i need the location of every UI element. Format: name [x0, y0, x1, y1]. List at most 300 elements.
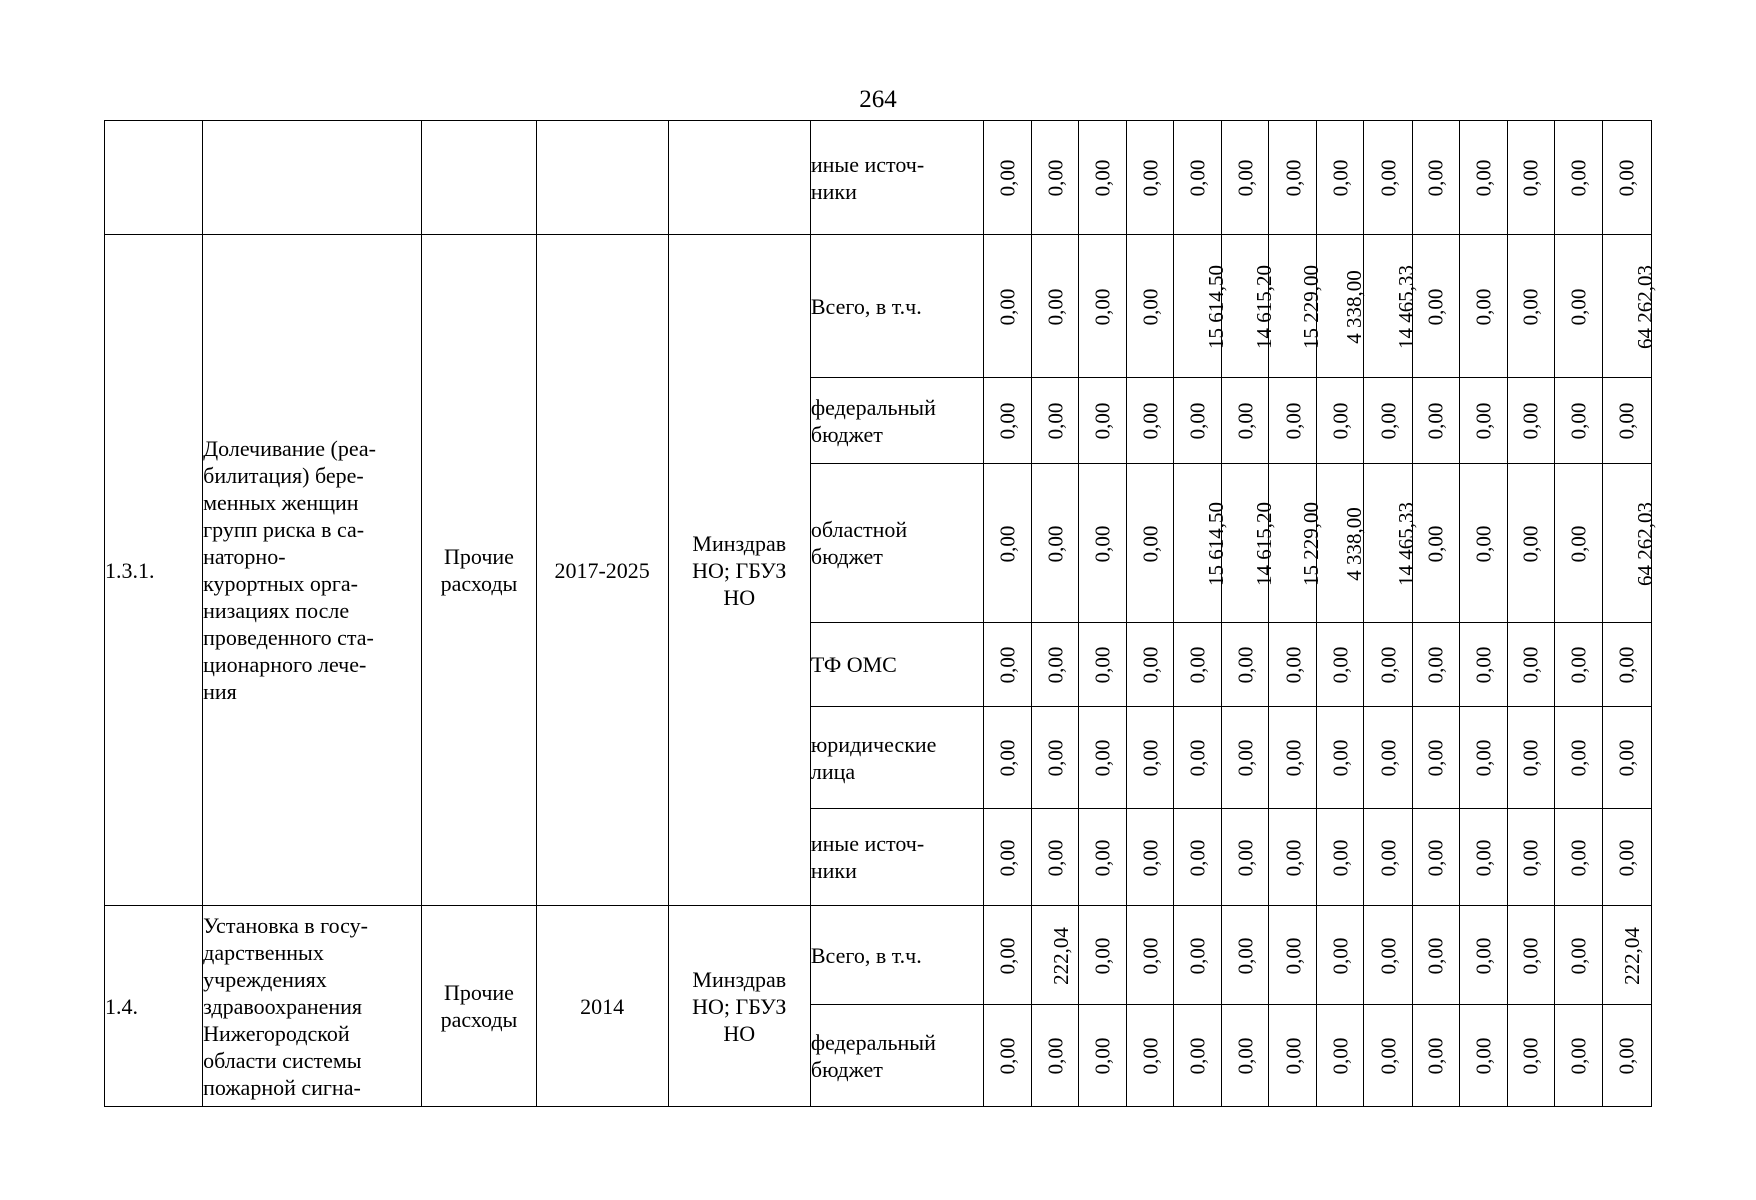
- value: 0,00: [1566, 525, 1591, 562]
- value: 0,00: [995, 525, 1020, 562]
- value-cell: [1127, 121, 1174, 235]
- value-cell: [1127, 623, 1174, 707]
- value-cell: [1127, 906, 1174, 1005]
- value: 15 614,50: [1204, 501, 1229, 586]
- value-cell: [1127, 378, 1174, 464]
- empty-cell: [422, 121, 536, 235]
- value: 64 262,03: [1632, 264, 1657, 349]
- expense-type-cell: [422, 235, 536, 906]
- funding-source-cell: [810, 809, 983, 906]
- value-cell: [1127, 464, 1174, 623]
- value-cell: [984, 1005, 1032, 1107]
- value-cell: [1507, 623, 1554, 707]
- value: 0,00: [1328, 839, 1353, 876]
- value-cell: [1174, 378, 1222, 464]
- value: 0,00: [1423, 288, 1448, 325]
- value: 0,00: [1423, 1037, 1448, 1075]
- value: 0,00: [1566, 159, 1591, 197]
- value-cell: [1364, 906, 1412, 1005]
- value: 0,00: [1185, 159, 1210, 197]
- value: 64 262,03: [1632, 501, 1657, 586]
- value: 0,00: [1185, 646, 1210, 684]
- value-cell: [1222, 809, 1269, 906]
- value-cell: [1507, 809, 1554, 906]
- value-cell: [1364, 623, 1412, 707]
- table-row: [105, 235, 1652, 378]
- item-number: 1.4.: [105, 993, 138, 1019]
- value-cell: [1602, 235, 1657, 378]
- executor: Минздрав НО; ГБУЗ НО: [692, 530, 787, 610]
- value-cell: [1554, 809, 1602, 906]
- value: 0,00: [1423, 937, 1448, 974]
- value-cell: [1364, 809, 1412, 906]
- value-cell: [1032, 809, 1079, 906]
- value-cell: [1032, 707, 1079, 809]
- value-cell: [1364, 235, 1419, 378]
- value-cell: [1412, 623, 1459, 707]
- value: 0,00: [1233, 739, 1258, 777]
- value: 15 614,50: [1204, 264, 1229, 349]
- value-cell: [1222, 1005, 1269, 1107]
- empty-cell: [536, 121, 668, 235]
- value-cell: [1602, 623, 1651, 707]
- value: 0,00: [1471, 402, 1496, 440]
- value-cell: [1269, 906, 1317, 1005]
- value-cell: [1317, 464, 1367, 623]
- value-cell: [1554, 235, 1602, 378]
- expense-type: Прочие расходы: [440, 544, 518, 596]
- value: 0,00: [1614, 402, 1639, 440]
- value-cell: [1602, 121, 1651, 235]
- funding-source: федеральный бюджет: [810, 394, 936, 447]
- value: 0,00: [995, 937, 1020, 974]
- funding-source: областной бюджет: [810, 517, 908, 569]
- value-cell: [1602, 906, 1651, 1005]
- value-cell: [1079, 378, 1127, 464]
- executor-cell: [668, 235, 810, 906]
- value: 0,00: [1423, 739, 1448, 777]
- value-cell: [1602, 378, 1651, 464]
- value: 0,00: [1280, 937, 1305, 974]
- value: 0,00: [1471, 288, 1496, 325]
- value-cell: [1554, 707, 1602, 809]
- value: 0,00: [1280, 739, 1305, 777]
- value: 0,00: [1090, 402, 1115, 440]
- value-cell: [1459, 906, 1507, 1005]
- value: 0,00: [1518, 525, 1543, 562]
- value-cell: [1269, 235, 1324, 378]
- value: 0,00: [1138, 839, 1163, 876]
- value-cell: [1174, 121, 1222, 235]
- value-cell: [1317, 121, 1364, 235]
- value-cell: [1269, 809, 1317, 906]
- funding-source: ТФ ОМС: [810, 652, 897, 677]
- value-cell: [1032, 906, 1079, 1005]
- value-cell: [1317, 235, 1367, 378]
- value-cell: [1412, 906, 1459, 1005]
- value-cell: [1554, 378, 1602, 464]
- value: 0,00: [1471, 159, 1496, 197]
- value: 0,00: [1566, 402, 1591, 440]
- value: 0,00: [1233, 159, 1258, 197]
- value: 0,00: [1423, 159, 1448, 197]
- value: 0,00: [995, 646, 1020, 684]
- value-cell: [1459, 707, 1507, 809]
- value-cell: [1174, 906, 1222, 1005]
- value: 4 338,00: [1342, 506, 1367, 581]
- value-cell: [1127, 707, 1174, 809]
- value: 0,00: [1138, 646, 1163, 684]
- value: 0,00: [1375, 739, 1400, 777]
- item-name: Долечивание (реа- билитация) бере- менных женщин групп риска в са- наторно- курортных орга- низациях после проведенного ста- ционарного лече- ния: [203, 436, 376, 704]
- value-cell: [1364, 378, 1412, 464]
- value: 0,00: [1090, 739, 1115, 777]
- value: 0,00: [1423, 525, 1448, 562]
- value: 0,00: [1518, 739, 1543, 777]
- value: 0,00: [1090, 159, 1115, 197]
- budget-table: [104, 120, 1657, 1107]
- value-cell: [1269, 464, 1324, 623]
- value-cell: [1127, 809, 1174, 906]
- value: 0,00: [1280, 646, 1305, 684]
- value-cell: [1317, 1005, 1364, 1107]
- value: 0,00: [1614, 839, 1639, 876]
- value-cell: [1222, 623, 1269, 707]
- value: 0,00: [995, 159, 1020, 197]
- value: 14 465,33: [1394, 501, 1419, 586]
- value: 0,00: [1233, 646, 1258, 684]
- value: 0,00: [1518, 159, 1543, 197]
- value-cell: [1602, 1005, 1651, 1107]
- value-cell: [1317, 623, 1364, 707]
- value: 0,00: [1233, 1037, 1258, 1075]
- value-cell: [1507, 707, 1554, 809]
- value-cell: [984, 707, 1032, 809]
- value: 0,00: [1185, 1037, 1210, 1075]
- value: 0,00: [1566, 937, 1591, 974]
- value: 0,00: [1138, 402, 1163, 440]
- value-cell: [1412, 235, 1459, 378]
- value-cell: [1032, 235, 1079, 378]
- value-cell: [1602, 464, 1657, 623]
- value-cell: [1032, 623, 1079, 707]
- value: 0,00: [995, 288, 1020, 325]
- value-cell: [984, 378, 1032, 464]
- value-cell: [1127, 1005, 1174, 1107]
- value-cell: [1222, 906, 1269, 1005]
- value: 0,00: [1375, 937, 1400, 974]
- value: 0,00: [1614, 1037, 1639, 1075]
- value: 0,00: [1090, 288, 1115, 325]
- empty-cell: [668, 121, 810, 235]
- value: 4 338,00: [1342, 269, 1367, 344]
- value: 222,04: [1049, 926, 1074, 985]
- funding-source-cell: [810, 235, 983, 378]
- value: 0,00: [1566, 288, 1591, 325]
- value: 0,00: [1138, 739, 1163, 777]
- value-cell: [1507, 906, 1554, 1005]
- expense-type-cell: [422, 906, 536, 1107]
- value: 0,00: [1471, 525, 1496, 562]
- value-cell: [1079, 707, 1127, 809]
- period-cell: [536, 906, 668, 1107]
- value-cell: [984, 906, 1032, 1005]
- value: 0,00: [1138, 159, 1163, 197]
- value: 0,00: [1566, 739, 1591, 777]
- value-cell: [984, 623, 1032, 707]
- value-cell: [1364, 121, 1412, 235]
- value-cell: [1412, 1005, 1459, 1107]
- value: 0,00: [1138, 1037, 1163, 1075]
- value-cell: [1554, 464, 1602, 623]
- value-cell: [1079, 809, 1127, 906]
- value-cell: [1222, 235, 1277, 378]
- value: 0,00: [1138, 525, 1163, 562]
- value: 0,00: [1423, 839, 1448, 876]
- value: 222,04: [1619, 926, 1644, 985]
- value-cell: [984, 464, 1032, 623]
- value: 14 465,33: [1394, 264, 1419, 349]
- value: 0,00: [1423, 646, 1448, 684]
- item-name-cell: [203, 235, 422, 906]
- value: 0,00: [1518, 839, 1543, 876]
- value: 0,00: [1280, 402, 1305, 440]
- value-cell: [1412, 464, 1459, 623]
- value: 0,00: [1518, 1037, 1543, 1075]
- value-cell: [1459, 121, 1507, 235]
- funding-source: иные источ- ники: [810, 831, 925, 883]
- value-cell: [984, 121, 1032, 235]
- value-cell: [1602, 809, 1651, 906]
- value: 0,00: [1471, 646, 1496, 684]
- value: 0,00: [1423, 402, 1448, 440]
- value-cell: [1127, 235, 1174, 378]
- value: 0,00: [1185, 739, 1210, 777]
- value-cell: [1459, 378, 1507, 464]
- table-row: [105, 906, 1652, 1005]
- value: 0,00: [1518, 646, 1543, 684]
- value: 0,00: [1090, 525, 1115, 562]
- value: 0,00: [1185, 937, 1210, 974]
- value-cell: [1174, 809, 1222, 906]
- value-cell: [1507, 235, 1554, 378]
- value-cell: [1507, 464, 1554, 623]
- value-cell: [1269, 1005, 1317, 1107]
- value: 14 615,20: [1252, 501, 1277, 586]
- value-cell: [1459, 1005, 1507, 1107]
- value-cell: [1079, 235, 1127, 378]
- value-cell: [1459, 809, 1507, 906]
- value-cell: [1032, 378, 1079, 464]
- value-cell: [1412, 121, 1459, 235]
- period: 2014: [580, 993, 625, 1019]
- value-cell: [1079, 1005, 1127, 1107]
- value: 0,00: [1375, 646, 1400, 684]
- value-cell: [1032, 464, 1079, 623]
- value-cell: [1317, 906, 1364, 1005]
- item-name-cell: [203, 906, 422, 1107]
- value: 0,00: [1233, 402, 1258, 440]
- value: 14 615,20: [1252, 264, 1277, 349]
- item-number: 1.3.1.: [105, 557, 155, 583]
- funding-source: Всего, в т.ч.: [810, 942, 922, 968]
- value: 0,00: [995, 402, 1020, 440]
- value: 0,00: [1518, 937, 1543, 974]
- value: 0,00: [1566, 1037, 1591, 1075]
- value-cell: [1174, 464, 1229, 623]
- funding-source-cell: [810, 378, 983, 464]
- value: 0,00: [1471, 839, 1496, 876]
- value: 0,00: [1043, 739, 1068, 777]
- value: 0,00: [995, 739, 1020, 777]
- value: 0,00: [1471, 1037, 1496, 1075]
- value: 0,00: [1280, 159, 1305, 197]
- value: 0,00: [995, 1037, 1020, 1075]
- value-cell: [1507, 121, 1554, 235]
- value-cell: [984, 235, 1032, 378]
- executor: Минздрав НО; ГБУЗ НО: [692, 966, 787, 1046]
- value: 0,00: [1328, 1037, 1353, 1075]
- value: 0,00: [1185, 402, 1210, 440]
- value: 0,00: [1518, 402, 1543, 440]
- value-cell: [1222, 378, 1269, 464]
- value-cell: [1364, 707, 1412, 809]
- value: 0,00: [1375, 839, 1400, 876]
- value: 0,00: [1185, 839, 1210, 876]
- value: 0,00: [1090, 839, 1115, 876]
- value-cell: [1174, 623, 1222, 707]
- page-number: 264: [859, 86, 897, 113]
- value-cell: [1412, 809, 1459, 906]
- funding-source: Всего, в т.ч.: [810, 293, 922, 319]
- period-cell: [536, 235, 668, 906]
- value-cell: [1174, 707, 1222, 809]
- value-cell: [1222, 121, 1269, 235]
- value-cell: [1269, 378, 1317, 464]
- item-number-cell: [105, 906, 203, 1107]
- value: 0,00: [1233, 937, 1258, 974]
- value-cell: [1032, 121, 1079, 235]
- empty-cell: [203, 121, 422, 235]
- expense-type: Прочие расходы: [440, 980, 518, 1032]
- value: 0,00: [1090, 1037, 1115, 1075]
- value-cell: [1079, 464, 1127, 623]
- value: 0,00: [1090, 646, 1115, 684]
- value: 15 229,00: [1299, 501, 1324, 586]
- value: 0,00: [1328, 937, 1353, 974]
- item-name: Установка в госу- дарственных учреждениях здравоохранения Нижегородской области системы пожарной сигна-: [203, 912, 368, 1100]
- value: 0,00: [1614, 159, 1639, 197]
- funding-source-cell: [810, 906, 983, 1005]
- value: 0,00: [1043, 646, 1068, 684]
- value-cell: [1079, 121, 1127, 235]
- value-cell: [1317, 809, 1364, 906]
- value-cell: [1602, 707, 1651, 809]
- value: 0,00: [1233, 839, 1258, 876]
- value: 0,00: [1328, 646, 1353, 684]
- value: 0,00: [1043, 1037, 1068, 1075]
- value: 0,00: [1328, 739, 1353, 777]
- value: 0,00: [1375, 402, 1400, 440]
- value-cell: [1554, 121, 1602, 235]
- value-cell: [1554, 1005, 1602, 1107]
- funding-source: юридические лица: [810, 731, 937, 784]
- value-cell: [1412, 378, 1459, 464]
- value-cell: [1079, 906, 1127, 1005]
- value: 0,00: [1043, 525, 1068, 562]
- value-cell: [1222, 707, 1269, 809]
- funding-source-cell: [810, 464, 983, 623]
- value: 0,00: [1043, 159, 1068, 197]
- value: 0,00: [1328, 402, 1353, 440]
- value: 0,00: [1566, 839, 1591, 876]
- value-cell: [1317, 707, 1364, 809]
- value: 0,00: [1614, 646, 1639, 684]
- value-cell: [1032, 1005, 1079, 1107]
- funding-source-cell: [810, 121, 983, 235]
- value-cell: [1364, 464, 1419, 623]
- empty-cell: [105, 121, 203, 235]
- value-cell: [1269, 623, 1317, 707]
- value-cell: [1174, 1005, 1222, 1107]
- table-row: [105, 121, 1652, 235]
- value-cell: [1174, 235, 1229, 378]
- funding-source-cell: [810, 1005, 983, 1107]
- value: 0,00: [1138, 937, 1163, 974]
- value-cell: [1079, 623, 1127, 707]
- value-cell: [1269, 121, 1317, 235]
- value: 0,00: [1614, 739, 1639, 777]
- value-cell: [1364, 1005, 1412, 1107]
- value: 15 229,00: [1299, 264, 1324, 349]
- funding-source-cell: [810, 623, 983, 707]
- item-number-cell: [105, 235, 203, 906]
- value-cell: [1317, 378, 1364, 464]
- value-cell: [1554, 623, 1602, 707]
- value: 0,00: [1090, 937, 1115, 974]
- value: 0,00: [995, 839, 1020, 876]
- period: 2017-2025: [554, 557, 650, 583]
- value: 0,00: [1375, 1037, 1400, 1075]
- value-cell: [984, 809, 1032, 906]
- value-cell: [1459, 235, 1507, 378]
- value: 0,00: [1138, 288, 1163, 325]
- funding-source: федеральный бюджет: [810, 1029, 936, 1082]
- value-cell: [1554, 906, 1602, 1005]
- funding-source: иные источ- ники: [810, 151, 925, 204]
- value-cell: [1459, 623, 1507, 707]
- value-cell: [1507, 1005, 1554, 1107]
- value-cell: [1507, 378, 1554, 464]
- value: 0,00: [1043, 402, 1068, 440]
- value: 0,00: [1375, 159, 1400, 197]
- value: 0,00: [1280, 1037, 1305, 1075]
- value: 0,00: [1043, 288, 1068, 325]
- value: 0,00: [1471, 937, 1496, 974]
- value-cell: [1269, 707, 1317, 809]
- funding-source-cell: [810, 707, 983, 809]
- value: 0,00: [1566, 646, 1591, 684]
- value-cell: [1412, 707, 1459, 809]
- executor-cell: [668, 906, 810, 1107]
- value-cell: [1222, 464, 1277, 623]
- value-cell: [1459, 464, 1507, 623]
- value: 0,00: [1328, 159, 1353, 197]
- value: 0,00: [1471, 739, 1496, 777]
- value: 0,00: [1043, 839, 1068, 876]
- value: 0,00: [1518, 288, 1543, 325]
- value: 0,00: [1280, 839, 1305, 876]
